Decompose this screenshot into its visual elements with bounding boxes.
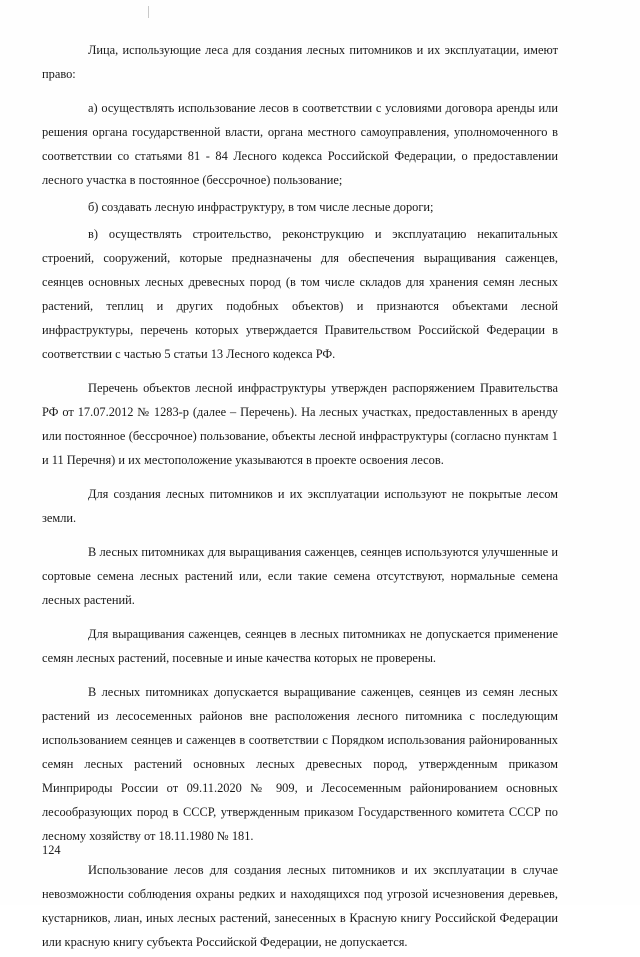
paragraph-item-b: б) создавать лесную инфраструктуру, в том числе лесные дороги; [88,200,434,214]
paragraph-red-book: Использование лесов для создания лесных питомников и их эксплуатации в случае невозможности соблюдения охраны редких и находящихся под угрозой исчезновения деревьев, кустарников, лиан, иных лесных растений, занесенных в Красную книгу Российской Федерации или красную книгу субъекта Российской Федерации, не допускается. [42,863,558,949]
paragraph-intro: Лица, использующие леса для создания лесных питомников и их эксплуатации, имеют право: [42,43,558,81]
paragraph-seed-zones: В лесных питомниках допускается выращивание саженцев, сеянцев из семян лесных растений из лесосеменных районов вне расположения лесного питомника с последующим использованием сеянцев и саженцев в соответствии с Порядком использования районированных семян лесных растений основных лесных древесных пород, утвержденным приказом Минприроды России от 09.11.2020 № 909, и Лесосеменным районированием основных лесообразующих пород в СССР, утвержденным приказом Государственного комитета СССР по лесному хозяйству от 18.11.1980 № 181. [42,685,558,843]
paragraph-unverified-seeds: Для выращивания саженцев, сеянцев в лесных питомниках не допускается применение семян лесных растений, посевные и иные качества которых не проверены. [42,627,558,665]
scan-artifact [148,6,149,18]
page-body [42,38,558,957]
paragraph-item-a: а) осуществлять использование лесов в соответствии с условиями договора аренды или решения органа государственной власти, органа местного самоуправления, уполномоченного в соответствии со статьями 81 - 84 Лесного кодекса Российской Федерации, о предоставлении лесного участка в постоянное (бессрочное) пользование; [42,101,558,187]
paragraph-seeds: В лесных питомниках для выращивания саженцев, сеянцев используются улучшенные и сортовые семена лесных растений или, если такие семена отсутствуют, нормальные семена лесных растений. [42,545,558,607]
page-number: 124 [42,843,61,857]
paragraph-infrastructure-list: Перечень объектов лесной инфраструктуры утвержден распоряжением Правительства РФ от 17.07.2012 № 1283-р (далее – Перечень). На лесных участках, предоставленных в аренду или постоянное (бессрочное) пользование, объекты лесной инфраструктуры (согласно пунктам 1 и 11 Перечня) и их местоположение указываются в проекте освоения лесов. [42,381,558,467]
paragraph-item-v: в) осуществлять строительство, реконструкцию и эксплуатацию некапитальных строений, сооружений, которые предназначены для обеспечения выращивания саженцев, сеянцев основных лесных древесных пород (в том числе складов для хранения семян лесных растений, теплиц и других подобных объектов) и признаются объектами лесной инфраструктуры, перечень которых утверждается Правительством Российской Федерации в соответствии с частью 5 статьи 13 Лесного кодекса РФ. [42,227,558,361]
paragraph-lands: Для создания лесных питомников и их эксплуатации используют не покрытые лесом земли. [42,487,558,525]
